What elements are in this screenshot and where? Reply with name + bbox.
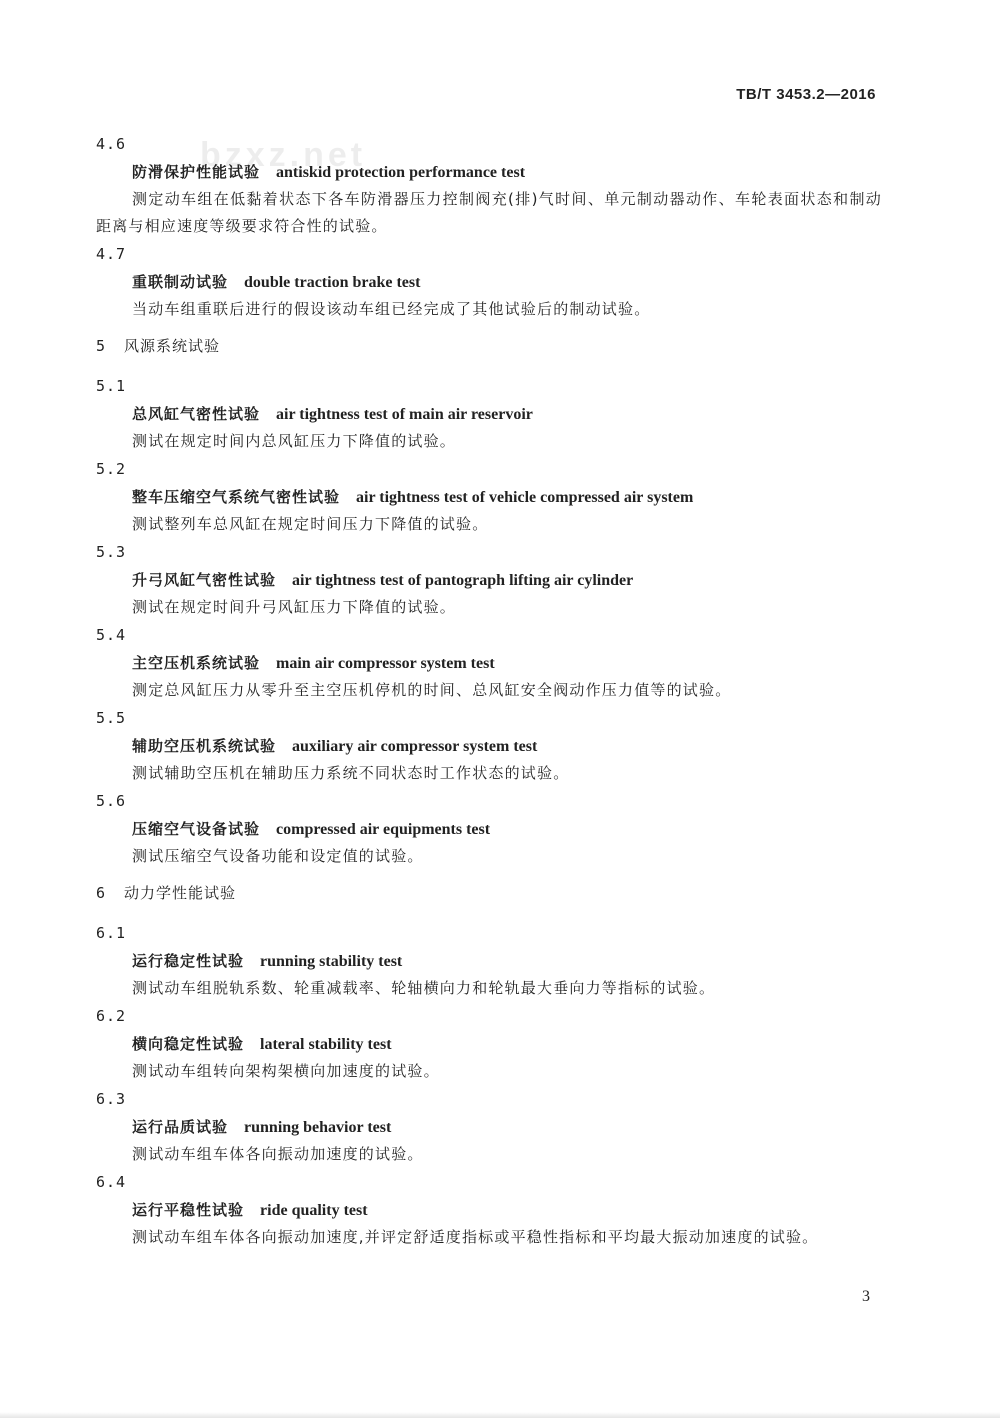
term-english: double traction brake test [244,274,421,291]
term-definition: 当动车组重联后进行的假设该动车组已经完成了其他试验后的制动试验。 [132,300,651,318]
term-definition: 测定动车组在低黏着状态下各车防滑器压力控制阀充(排)气时间、单元制动器动作、车轮表面状态和制动距离与相应速度等级要求符合性的试验。 [96,190,882,235]
clause-5-1 [96,372,882,455]
term-english: auxiliary air compressor system test [292,738,538,755]
clause-number: 5.2 [96,460,127,478]
term-heading [132,1030,882,1058]
term-english: running behavior test [244,1119,392,1136]
clause-number: 6.4 [96,1173,127,1191]
clause-number: 5.6 [96,792,127,810]
section-title: 风源系统试验 [124,337,221,355]
clause-6-4 [96,1168,882,1251]
page-bottom-edge [0,1412,1000,1418]
term-chinese: 压缩空气设备试验 [132,820,261,838]
term-heading [132,649,882,677]
clause-6-2 [96,1002,882,1085]
term-chinese: 升弓风缸气密性试验 [132,571,277,589]
term-english: running stability test [260,953,403,970]
watermark: bzxz.net [200,136,367,174]
clause-number: 5.4 [96,626,127,644]
term-chinese: 防滑保护性能试验 [132,163,261,181]
term-heading [132,1113,882,1141]
term-heading [132,1196,882,1224]
term-chinese: 横向稳定性试验 [132,1035,245,1053]
term-definition: 测试在规定时间内总风缸压力下降值的试验。 [132,432,457,450]
clause-number: 4.7 [96,245,127,263]
term-heading [132,566,882,594]
term-english: air tightness test of pantograph lifting air cylinder [292,572,634,589]
term-chinese: 重联制动试验 [132,273,229,291]
term-definition: 测试整列车总风缸在规定时间压力下降值的试验。 [132,515,489,533]
term-definition: 测试动车组转向架构架横向加速度的试验。 [132,1062,440,1080]
term-heading [132,158,882,186]
term-definition: 测试在规定时间升弓风缸压力下降值的试验。 [132,598,457,616]
clause-5-5 [96,704,882,787]
clause-number: 6.3 [96,1090,127,1108]
term-definition: 测试动车组车体各向振动加速度,并评定舒适度指标或平稳性指标和平均最大振动加速度的试验。 [132,1228,819,1246]
clause-number: 5.3 [96,543,127,561]
clause-5-4 [96,621,882,704]
term-chinese: 运行品质试验 [132,1118,229,1136]
term-heading [132,947,882,975]
term-heading [132,483,882,511]
clause-6-3 [96,1085,882,1168]
term-heading [132,732,882,760]
term-definition: 测定总风缸压力从零升至主空压机停机的时间、总风缸安全阀动作压力值等的试验。 [132,681,732,699]
clause-number: 6.2 [96,1007,127,1025]
term-english: main air compressor system test [276,655,495,672]
term-definition: 测试动车组脱轨系数、轮重减载率、轮轴横向力和轮轨最大垂向力等指标的试验。 [132,979,716,997]
clause-number: 4.6 [96,135,127,153]
term-english: antiskid protection performance test [276,164,526,181]
page-content [96,130,882,1251]
clause-number: 5.1 [96,377,127,395]
term-chinese: 整车压缩空气系统气密性试验 [132,488,341,506]
clause-5-6 [96,787,882,870]
term-definition: 测试动车组车体各向振动加速度的试验。 [132,1145,424,1163]
section-heading-5 [96,332,882,360]
term-chinese: 运行平稳性试验 [132,1201,245,1219]
clause-5-2 [96,455,882,538]
standard-code: TB/T 3453.2—2016 [736,86,876,103]
term-heading [132,400,882,428]
section-number: 5 [96,337,107,355]
term-english: lateral stability test [260,1036,392,1053]
term-definition: 测试辅助空压机在辅助压力系统不同状态时工作状态的试验。 [132,764,570,782]
clause-6-1 [96,919,882,1002]
clause-4-7 [96,240,882,323]
term-heading [132,815,882,843]
section-title: 动力学性能试验 [124,884,237,902]
term-chinese: 总风缸气密性试验 [132,405,261,423]
term-english: air tightness test of vehicle compressed air system [356,489,694,506]
clause-number: 5.5 [96,709,127,727]
term-english: ride quality test [260,1202,368,1219]
clause-5-3 [96,538,882,621]
term-heading [132,268,882,296]
term-english: air tightness test of main air reservoir [276,406,533,423]
clause-number: 6.1 [96,924,127,942]
clause-4-6 [96,130,882,240]
term-chinese: 辅助空压机系统试验 [132,737,277,755]
page-number: 3 [862,1288,870,1305]
section-heading-6 [96,879,882,907]
term-english: compressed air equipments test [276,821,491,838]
term-chinese: 运行稳定性试验 [132,952,245,970]
term-chinese: 主空压机系统试验 [132,654,261,672]
section-number: 6 [96,884,107,902]
term-definition: 测试压缩空气设备功能和设定值的试验。 [132,847,424,865]
